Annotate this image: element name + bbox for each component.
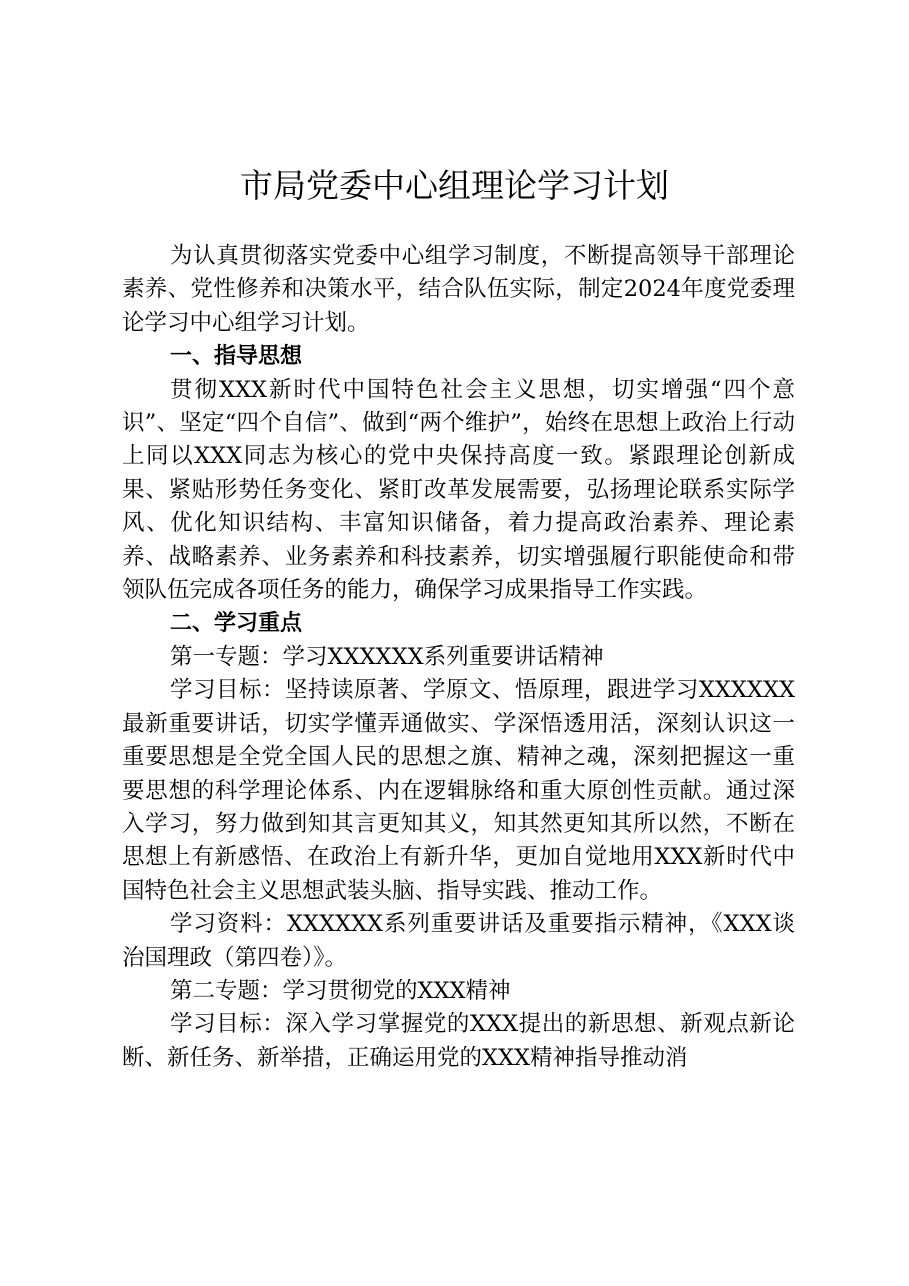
topic2-title: 第二专题：学习贯彻党的XXX精神: [170, 977, 511, 1004]
topic1-materials-paragraph: 学习资料：XXXXXX系列重要讲话及重要指示精神，《XXX谈治国理政（第四卷）》。: [122, 911, 795, 971]
document-body: [122, 240, 795, 1075]
topic2-goal-paragraph: 学习目标：深入学习掌握党的XXX提出的新思想、新观点新论断、新任务、新举措，正确运用党的XXX精神指导推动消: [122, 1011, 795, 1071]
section-heading-guiding-thought: 一、指导思想: [170, 344, 303, 370]
document-title: 市局党委中心组理论学习计划: [240, 166, 669, 205]
topic1-goal-paragraph: 学习目标：坚持读原著、学原文、悟原理，跟进学习XXXXXX最新重要讲话，切实学懂弄通做实、学深悟透用活，深刻认识这一重要思想是全党全国人民的思想之旗、精神之魂，深刻把握这一重要思想的科学理论体系、内在逻辑脉络和重大原创性贡献。通过深入学习，努力做到知其言更知其义，知其然更知其所以然，不断在思想上有新感悟、在政治上有新升华，更加自觉地用XXX新时代中国特色社会主义思想武装头脑、指导实践、推动工作。: [122, 677, 795, 904]
guiding-thought-paragraph: 贯彻XXX新时代中国特色社会主义思想，切实增强“四个意识”、坚定“四个自信”、做到“两个维护”，始终在思想上政治上行动上同以XXX同志为核心的党中央保持高度一致。紧跟理论创新成果、紧贴形势任务变化、紧盯改革发展需要，弘扬理论联系实际学风、优化知识结构、丰富知识储备，着力提高政治素养、理论素养、战略素养、业务素养和科技素养，切实增强履行职能使命和带领队伍完成各项任务的能力，确保学习成果指导工作实践。: [122, 376, 795, 604]
intro-paragraph: 为认真贯彻落实党委中心组学习制度，不断提高领导干部理论素养、党性修养和决策水平，结合队伍实际，制定2024年度党委理论学习中心组学习计划。: [122, 243, 795, 336]
section-heading-study-focus: 二、学习重点: [170, 611, 303, 637]
topic1-title: 第一专题：学习XXXXXX系列重要讲话精神: [170, 643, 604, 670]
